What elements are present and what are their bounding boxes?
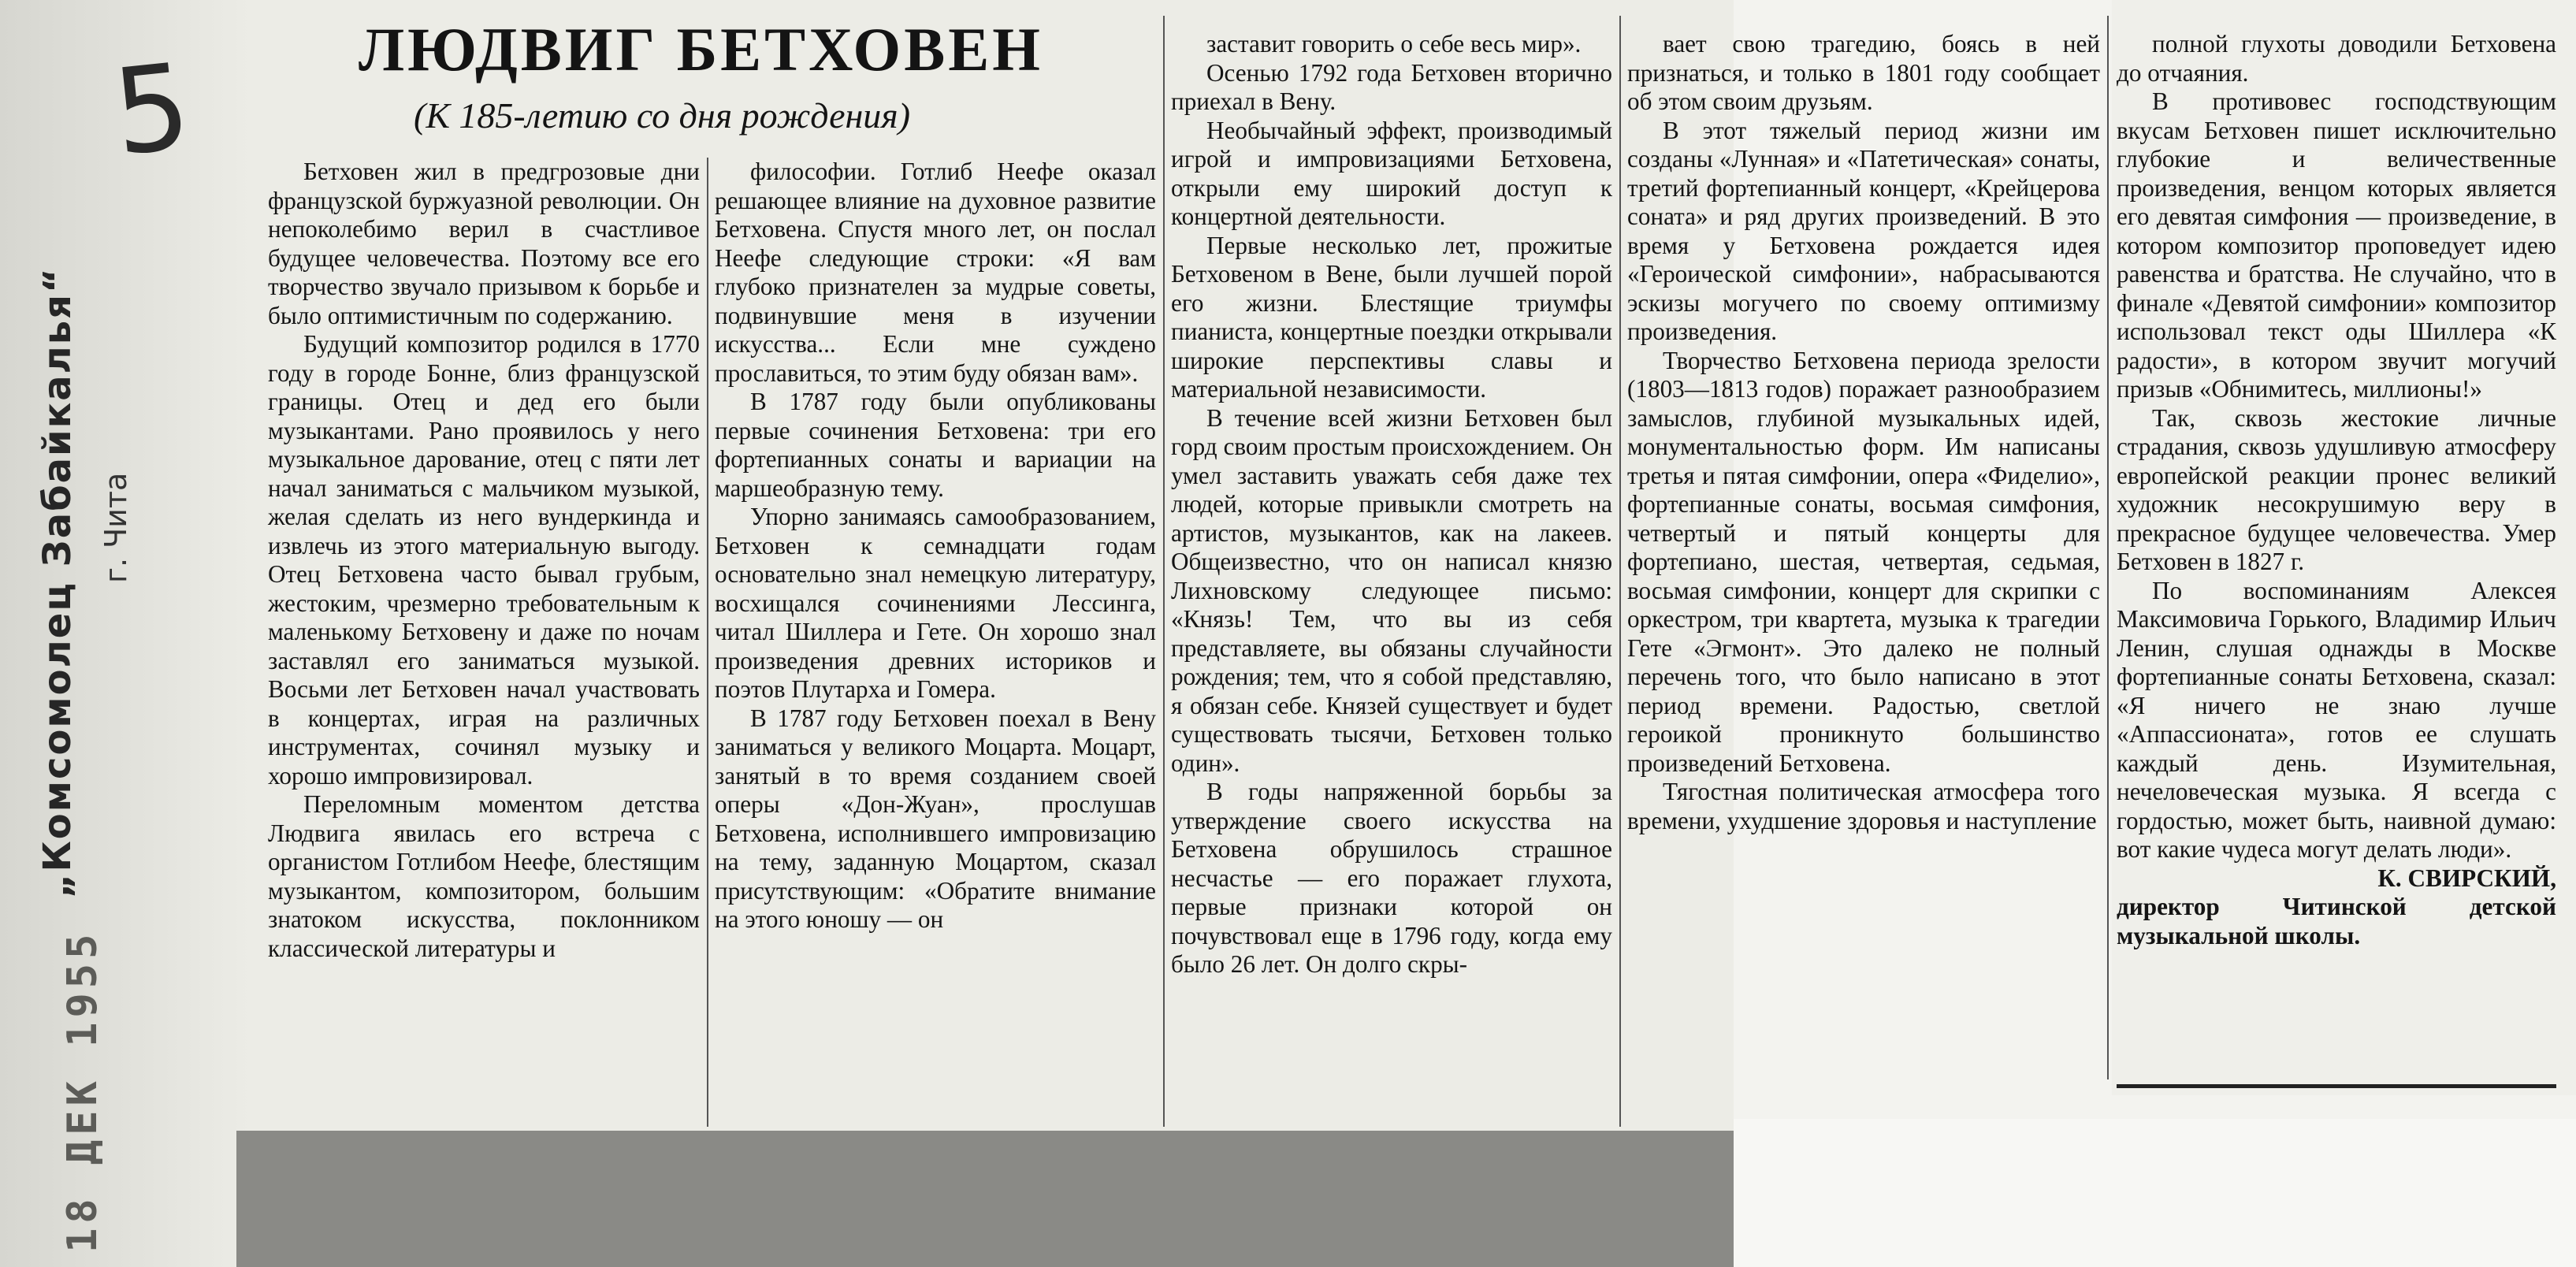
column-rule bbox=[707, 158, 708, 1127]
paragraph: Будущий композитор родился в 1770 году в городе Бонне, близ французской границы. Отец и дед его были музыкантами. Рано проявилось у него музыкальное дарование, отец с пяти лет начал заниматься с мальчиком музыкой, желая сделать из него вундеркинда и извлечь из этого материальную выгоду. Отец Бетховена часто бывал грубым, жестоким, чрезмерно требовательным к маленькому Бетховену и даже по ночам заставлял его заниматься музыкой. Восьми лет Бетховен начал участвовать в концертах, играя на различных инструментах, сочинял музыку и хорошо импровизировал. bbox=[268, 330, 700, 790]
article-column-1 bbox=[268, 158, 700, 963]
paragraph: философии. Готлиб Неефе оказал решающее влияние на духовное развитие Бетховена. Спустя много лет, он послал Неефе следующие строки: «Я вам глубоко признателен за мудрые советы, подвинувшие меня в изучении искусства... Если мне суждено прославиться, то этим буду обязан вам». bbox=[715, 158, 1156, 387]
article-title: ЛЮДВИГ БЕТХОВЕН bbox=[359, 15, 1043, 84]
column-rule bbox=[1619, 16, 1621, 1127]
paragraph: полной глухоты доводили Бетховена до отчаяния. bbox=[2117, 30, 2556, 87]
paragraph: По воспоминаниям Алексея Максимовича Горького, Владимир Ильич Ленин, слушая однажды в Москве фортепианные сонаты Бетховена, сказал: «Я ничего не знаю лучше «Аппассионата», готов ее слушать каждый день. Изумительная, нечеловеческая музыка. Я всегда с гордостью, может быть, наивной думаю: вот какие чудеса могут делать люди». bbox=[2117, 576, 2556, 863]
paragraph: Упорно занимаясь самообразованием, Бетховен к семнадцати годам основательно знал немецкую литературу, восхищался сочинениями Лессинга, читал Шиллера и Гете. Он хорошо знал произведения древних историков и поэтов Плутарха и Гомера. bbox=[715, 503, 1156, 703]
paragraph: В годы напряженной борьбы за утверждение своего искусства на Бетховена обрушилось страшное несчастье — его поражает глухота, первые признаки которой он почувствовал еще в 1796 году, когда ему было 26 лет. Он долго скры- bbox=[1171, 778, 1612, 978]
paragraph: В 1787 году были опубликованы первые сочинения Бетховена: три его фортепианных сонаты и вариации на маршеобразную тему. bbox=[715, 388, 1156, 502]
paragraph: Так, сквозь жестокие личные страдания, сквозь удушливую атмосферу европейской реакции пронес великий художник несокрушимую веру в прекрасное будущее человечества. Умер Бетховен в 1827 г. bbox=[2117, 403, 2556, 575]
author-signature: К. СВИРСКИЙ, bbox=[2377, 864, 2556, 892]
paragraph: В этот тяжелый период жизни им созданы «Лунная» и «Патетическая» сонаты, третий фортепианный концерт, «Крейцерова соната» и ряд других произведений. В это время у Бетховена рождается идея «Героической симфонии», набрасываются эскизы могучего по своему оптимизму произведения. bbox=[1627, 116, 2100, 345]
date-stamp: 18 ДЕК 1955 bbox=[59, 929, 106, 1253]
newspaper-name: „Комсомолец Забайкалья“ bbox=[35, 266, 80, 898]
paragraph: В течение всей жизни Бетховен был горд своим простым происхождением. Он умел заставить уважать себя даже тех людей, которые привыкли смотреть на артистов, музыкантов, как на лакеев. Общеизвестно, что он написал князю Лихновскому следующее письмо: «Князь! Тем, что вы из себя представляете, вы обязаны случайности рождения; тем, что я собой представляю, я обязан себе. Князей существует и будет существовать тысячи, Бетховен только один». bbox=[1171, 403, 1612, 777]
article-column-5 bbox=[2117, 30, 2556, 950]
paragraph: вает свою трагедию, боясь в ней признаться, и только в 1801 году сообщает об этом своим друзьям. bbox=[1627, 30, 2100, 115]
article-column-3 bbox=[1171, 30, 1612, 979]
author-title: директор Читинской детской музыкальной школы. bbox=[2117, 893, 2556, 949]
column-rule bbox=[2107, 16, 2109, 1079]
article-column-4 bbox=[1627, 30, 2100, 835]
article-column-2 bbox=[715, 158, 1156, 934]
lower-paper-area bbox=[1734, 1119, 2576, 1267]
paragraph: Бетховен жил в предгрозовые дни французской буржуазной революции. Он непоколебимо верил в счастливое будущее человечества. Поэтому все его творчество звучало призывом к борьбе и было оптимистичным по содержанию. bbox=[268, 158, 700, 329]
paragraph: Переломным моментом детства Людвига явилась его встреча с органистом Готлибом Неефе, блестящим музыкантом, композитором, большим знатоком искусства, поклонником классической литературы и bbox=[268, 790, 700, 962]
paragraph: Творчество Бетховена периода зрелости (1803—1813 годов) поражает разнообразием замыслов, глубиной музыкальных идей, монументальностью форм. Им написаны третья и пятая симфонии, опера «Фиделио», фортепианные сонаты, восьмая симфония, четвертый и пятый концерты для фортепиано, шестая, четвертая, седьмая, восьмая симфонии, концерт для скрипки с оркестром, три квартета, музыка к трагедии Гете «Эгмонт». Это далеко не полный перечень того, что было написано в этот период времени. Радостью, светлой героикой проникнуто большинство произведений Бетховена. bbox=[1627, 346, 2100, 777]
paragraph: Тягостная политическая атмосфера того времени, ухудшение здоровья и наступление bbox=[1627, 778, 2100, 834]
newspaper-city: г. Чита bbox=[99, 472, 133, 583]
paragraph: В 1787 году Бетховен поехал в Вену заниматься у великого Моцарта. Моцарт, занятый в то время созданием своей оперы «Дон-Жуан», прослушав Бетховена, исполнившего импровизацию на тему, заданную Моцартом, сказал присутствующим: «Обратите внимание на этого юношу — он bbox=[715, 704, 1156, 933]
paragraph: Первые несколько лет, прожитые Бетховеном в Вене, были лучшей порой его жизни. Блестящие триумфы пианиста, концертные поездки открывали широкие перспективы славы и материальной независимости. bbox=[1171, 231, 1612, 403]
paragraph: В противовес господствующим вкусам Бетховен пишет исключительно глубокие и величественные произведения, венцом которых является его девятая симфония — произведение, в котором композитор проповедует идею равенства и братства. Не случайно, что в финале «Девятой симфонии» композитор использовал текст оды Шиллера «К радости», в котором звучит могучий призыв «Обнимитесь, миллионы!» bbox=[2117, 87, 2556, 403]
column-rule bbox=[1163, 16, 1165, 1127]
handwritten-number: 5 bbox=[107, 38, 197, 183]
article-end-rule bbox=[2117, 1084, 2556, 1088]
dark-backing-band bbox=[236, 1131, 1738, 1267]
paragraph: Осенью 1792 года Бетховен вторично приехал в Вену. bbox=[1171, 58, 1612, 115]
article-subtitle: (К 185-летию со дня рождения) bbox=[414, 95, 911, 136]
paragraph: заставит говорить о себе весь мир». bbox=[1206, 30, 1582, 58]
paragraph: Необычайный эффект, производимый игрой и импровизациями Бетховена, открыли ему широкий доступ к концертной деятельности. bbox=[1171, 116, 1612, 230]
